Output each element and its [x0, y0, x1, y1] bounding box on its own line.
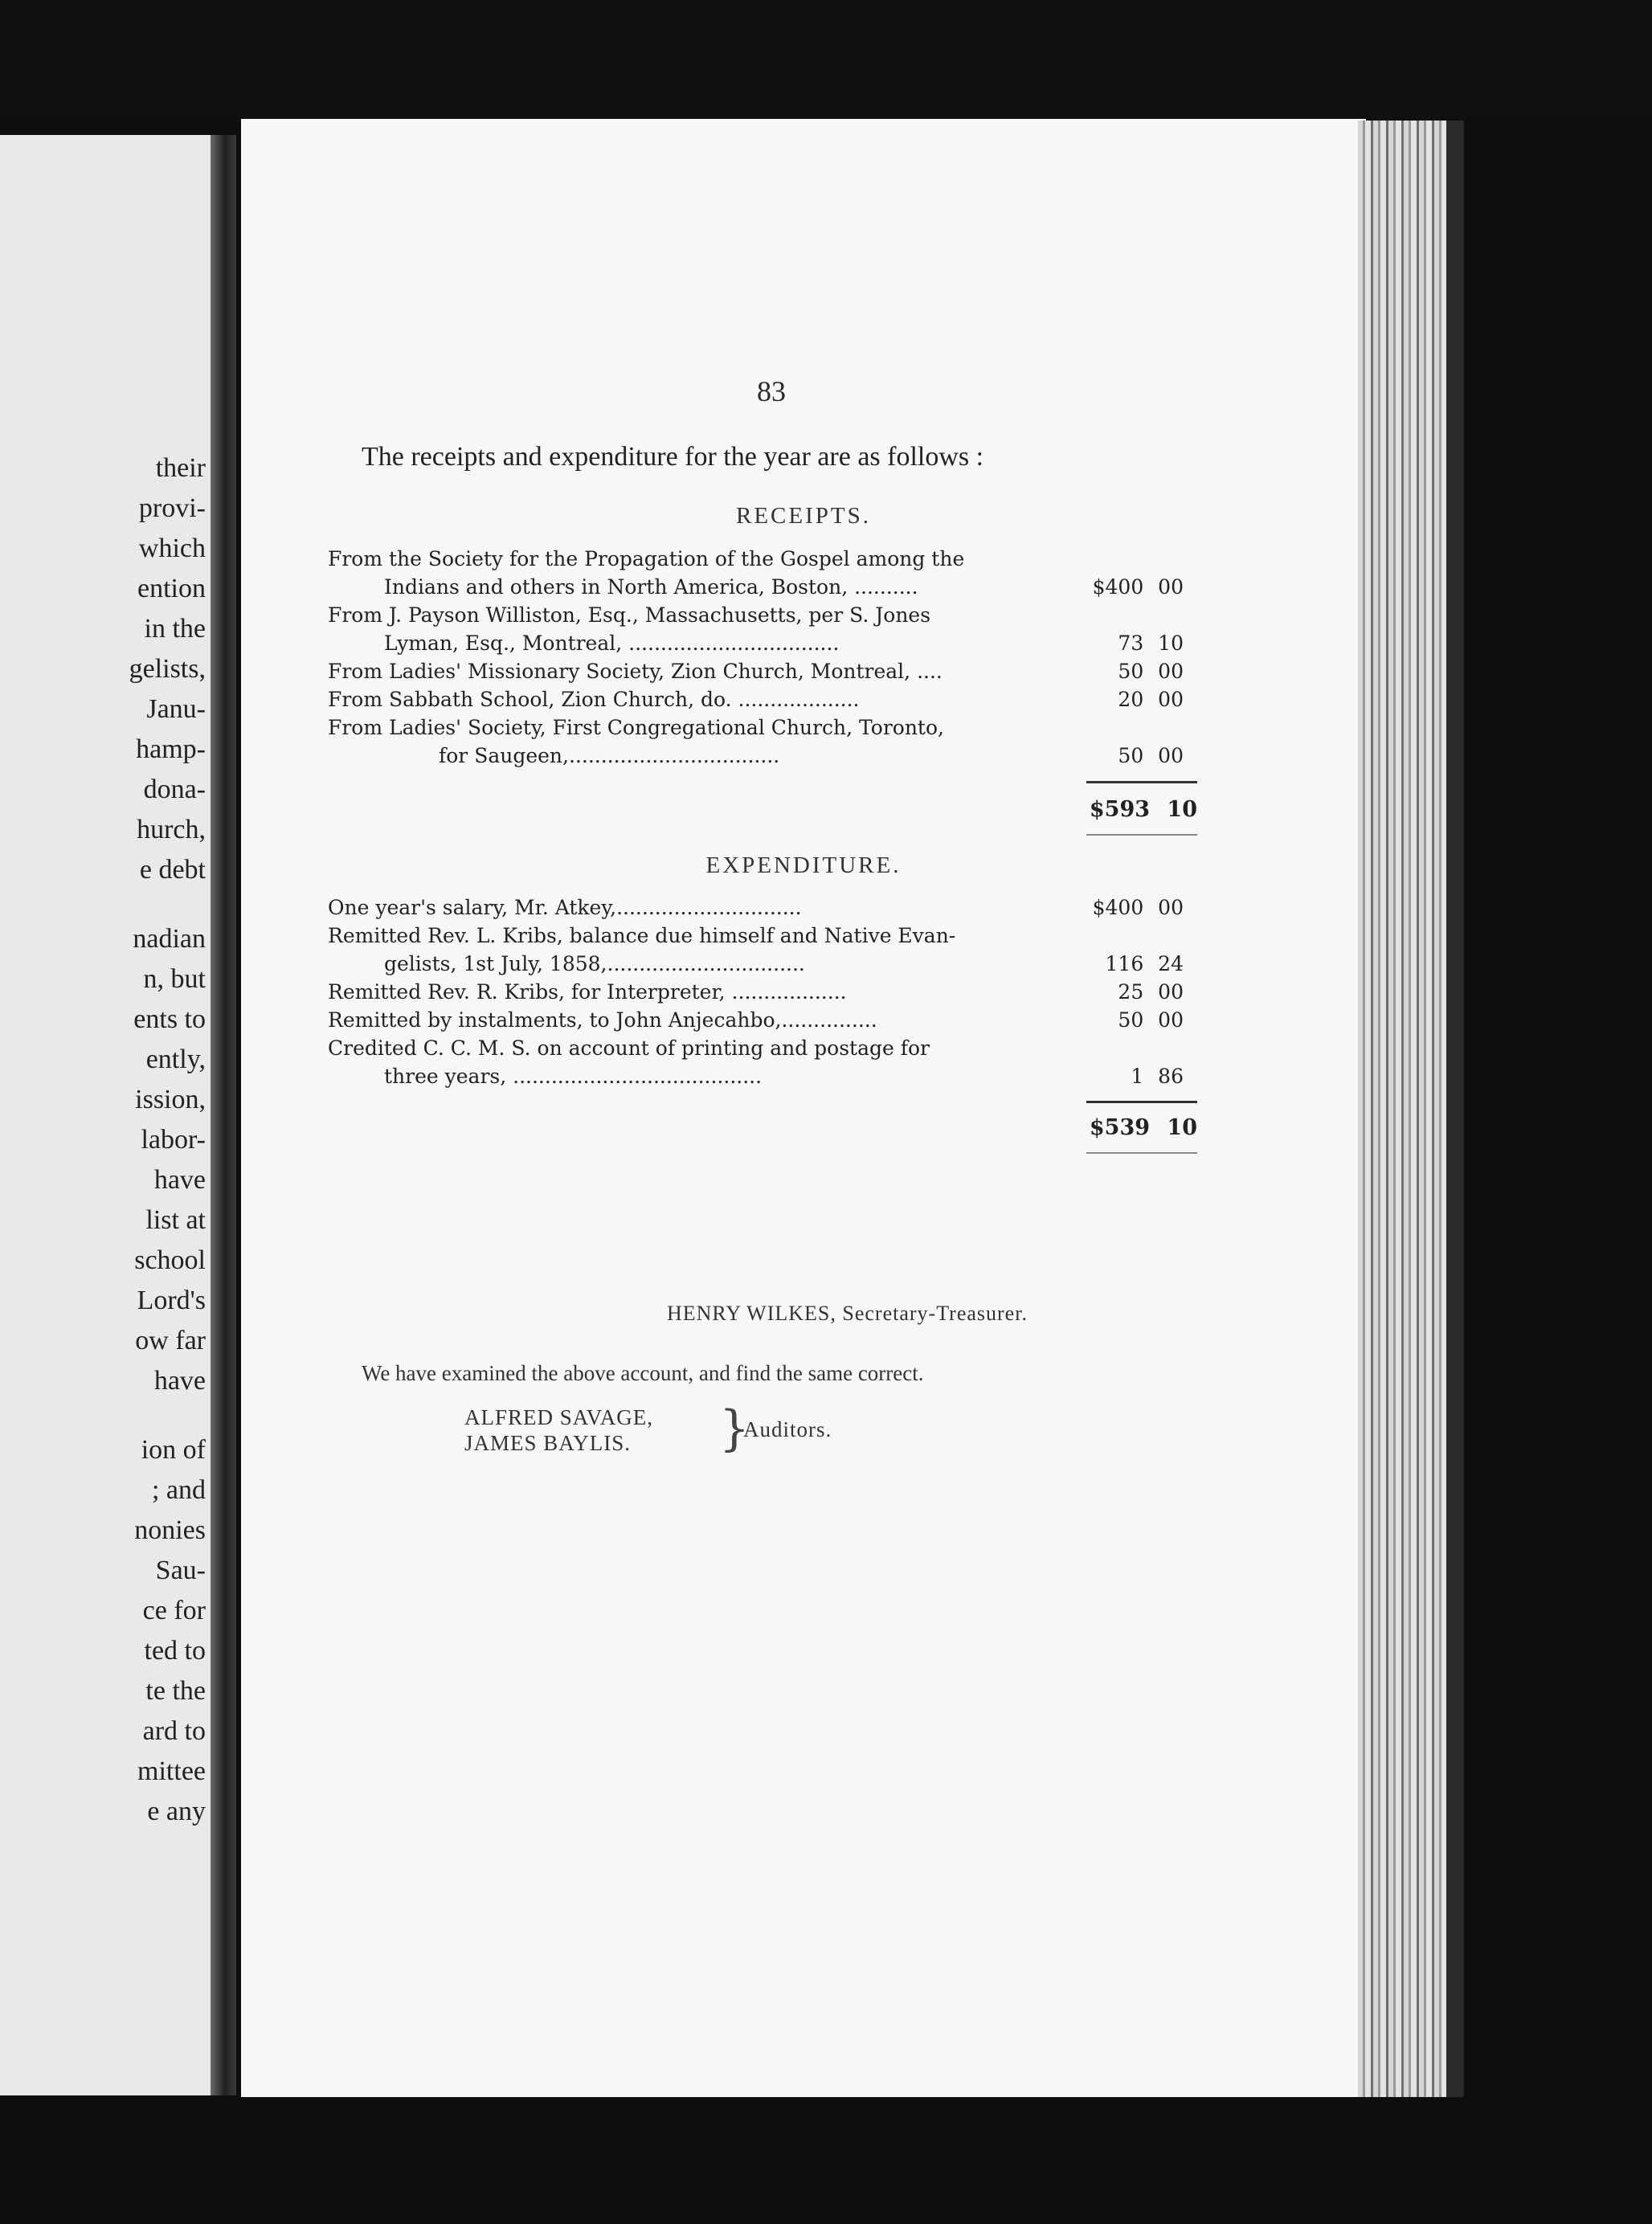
treasurer-signature: HENRY WILKES, Secretary-Treasurer.	[667, 1302, 1028, 1325]
expenditure-list	[328, 893, 1220, 1090]
table-row	[328, 1062, 1220, 1090]
left-page-line: ently,	[145, 1045, 206, 1074]
row-amount: 73 10	[1118, 632, 1184, 655]
left-page-line: ents to	[133, 1004, 206, 1034]
expenditure-heading: EXPENDITURE.	[705, 852, 902, 878]
row-description: One year's salary, Mr. Atkey,.............................	[328, 896, 802, 919]
brace-glyph: }	[719, 1400, 750, 1457]
left-page-line: n, but	[143, 964, 206, 994]
table-row	[328, 685, 1220, 713]
table-row	[328, 950, 1220, 978]
left-page-line: nonies	[134, 1515, 206, 1545]
left-page-line: gelists,	[129, 654, 206, 684]
row-description: From the Society for the Propagation of the Gospel among the	[328, 547, 965, 570]
left-page-line: Lord's	[137, 1286, 206, 1315]
left-page-line: have	[153, 1165, 206, 1195]
table-row	[328, 573, 1220, 601]
row-description: From Ladies' Society, First Congregational Church, Toronto,	[328, 716, 944, 739]
left-page-line: dona-	[143, 775, 206, 804]
left-page-line: ted to	[144, 1636, 206, 1666]
receipts-total-underline	[1086, 834, 1197, 836]
auditor-name: JAMES BAYLIS.	[464, 1431, 632, 1455]
table-row	[328, 713, 1220, 742]
row-amount: 50 00	[1118, 744, 1184, 767]
row-amount: 25 00	[1118, 980, 1184, 1004]
table-row	[328, 629, 1220, 657]
table-row	[328, 1006, 1220, 1034]
left-page-line: list at	[145, 1205, 206, 1235]
left-page-line: in the	[144, 614, 206, 644]
audit-certification: We have examined the above account, and find the same correct.	[362, 1361, 924, 1385]
receipts-total: $593 10	[1089, 797, 1197, 822]
left-page-line: which	[138, 534, 206, 563]
film-border	[0, 0, 1652, 121]
expenditure-total: $539 10	[1089, 1115, 1197, 1140]
left-page-text	[129, 448, 206, 1832]
row-description: From Sabbath School, Zion Church, do. ...................	[328, 688, 860, 711]
row-amount: $400 00	[1092, 896, 1184, 919]
intro-sentence: The receipts and expenditure for the year are as follows :	[362, 442, 984, 472]
left-page-line: te the	[145, 1676, 206, 1706]
left-page-line: hurch,	[137, 815, 206, 844]
table-row	[328, 922, 1220, 950]
left-page-line: Sau-	[155, 1556, 206, 1585]
table-row	[328, 657, 1220, 685]
row-amount: 116 24	[1105, 952, 1184, 975]
left-page-line: their	[155, 453, 206, 483]
left-page-line: provi-	[138, 493, 206, 523]
left-page-line: e any	[147, 1797, 206, 1826]
right-page	[241, 119, 1366, 2097]
left-page-line: mittee	[137, 1756, 206, 1786]
table-row	[328, 742, 1220, 770]
row-description: Lyman, Esq., Montreal, .................................	[384, 632, 840, 655]
auditors-label: Auditors.	[743, 1417, 832, 1441]
left-page-line: have	[153, 1366, 206, 1396]
book-edge-shadow	[1446, 121, 1464, 2097]
left-page-line: Janu-	[146, 694, 206, 724]
left-page-line: labor-	[141, 1125, 206, 1155]
row-description: for Saugeen,.................................	[439, 744, 780, 767]
left-page-line: hamp-	[136, 734, 206, 764]
row-amount: 1 86	[1131, 1065, 1184, 1088]
left-page-line: ow far	[135, 1326, 206, 1355]
left-page-line: e debt	[139, 855, 206, 885]
row-description: Remitted Rev. L. Kribs, balance due himself and Native Evan-	[328, 924, 956, 947]
row-description: gelists, 1st July, 1858,...............................	[384, 952, 805, 975]
table-row	[328, 545, 1220, 573]
row-description: Credited C. C. M. S. on account of printing and postage for	[328, 1036, 930, 1060]
left-page-line: ission,	[135, 1085, 206, 1114]
row-amount: 20 00	[1118, 688, 1184, 711]
left-page-line	[129, 1401, 206, 1430]
left-page-line: nadian	[133, 924, 206, 954]
book-gutter	[211, 135, 236, 2095]
expenditure-total-underline	[1086, 1152, 1197, 1154]
row-description: From Ladies' Missionary Society, Zion Church, Montreal, ....	[328, 660, 943, 683]
left-page-line: ; and	[151, 1475, 206, 1505]
auditor-name: ALFRED SAVAGE,	[464, 1405, 654, 1429]
receipts-heading: RECEIPTS.	[736, 503, 871, 529]
page-edges	[1358, 121, 1446, 2097]
left-page-line: ion of	[141, 1435, 206, 1465]
table-row	[328, 893, 1220, 922]
row-amount: 50 00	[1118, 1008, 1184, 1032]
left-page-line	[129, 890, 206, 919]
left-page	[0, 135, 215, 2095]
row-description: Remitted by instalments, to John Anjecahbo,...............	[328, 1008, 877, 1032]
left-page-line: ention	[137, 574, 206, 603]
table-row	[328, 1034, 1220, 1062]
row-description: Indians and others in North America, Boston, ..........	[384, 575, 918, 599]
page-number: 83	[757, 375, 786, 407]
row-description: three years, .......................................	[384, 1065, 763, 1088]
row-description: Remitted Rev. R. Kribs, for Interpreter, ..................	[328, 980, 847, 1004]
table-row	[328, 978, 1220, 1006]
row-amount: $400 00	[1092, 575, 1184, 599]
left-page-line: ce for	[142, 1596, 206, 1625]
table-row	[328, 601, 1220, 629]
auditor-names	[464, 1404, 653, 1456]
expenditure-total-rule	[1086, 1101, 1197, 1103]
receipts-list	[328, 545, 1220, 770]
left-page-line: ard to	[142, 1716, 206, 1746]
receipts-total-rule	[1086, 781, 1197, 783]
row-description: From J. Payson Williston, Esq., Massachusetts, per S. Jones	[328, 603, 931, 627]
left-page-line: school	[134, 1245, 206, 1275]
row-amount: 50 00	[1118, 660, 1184, 683]
